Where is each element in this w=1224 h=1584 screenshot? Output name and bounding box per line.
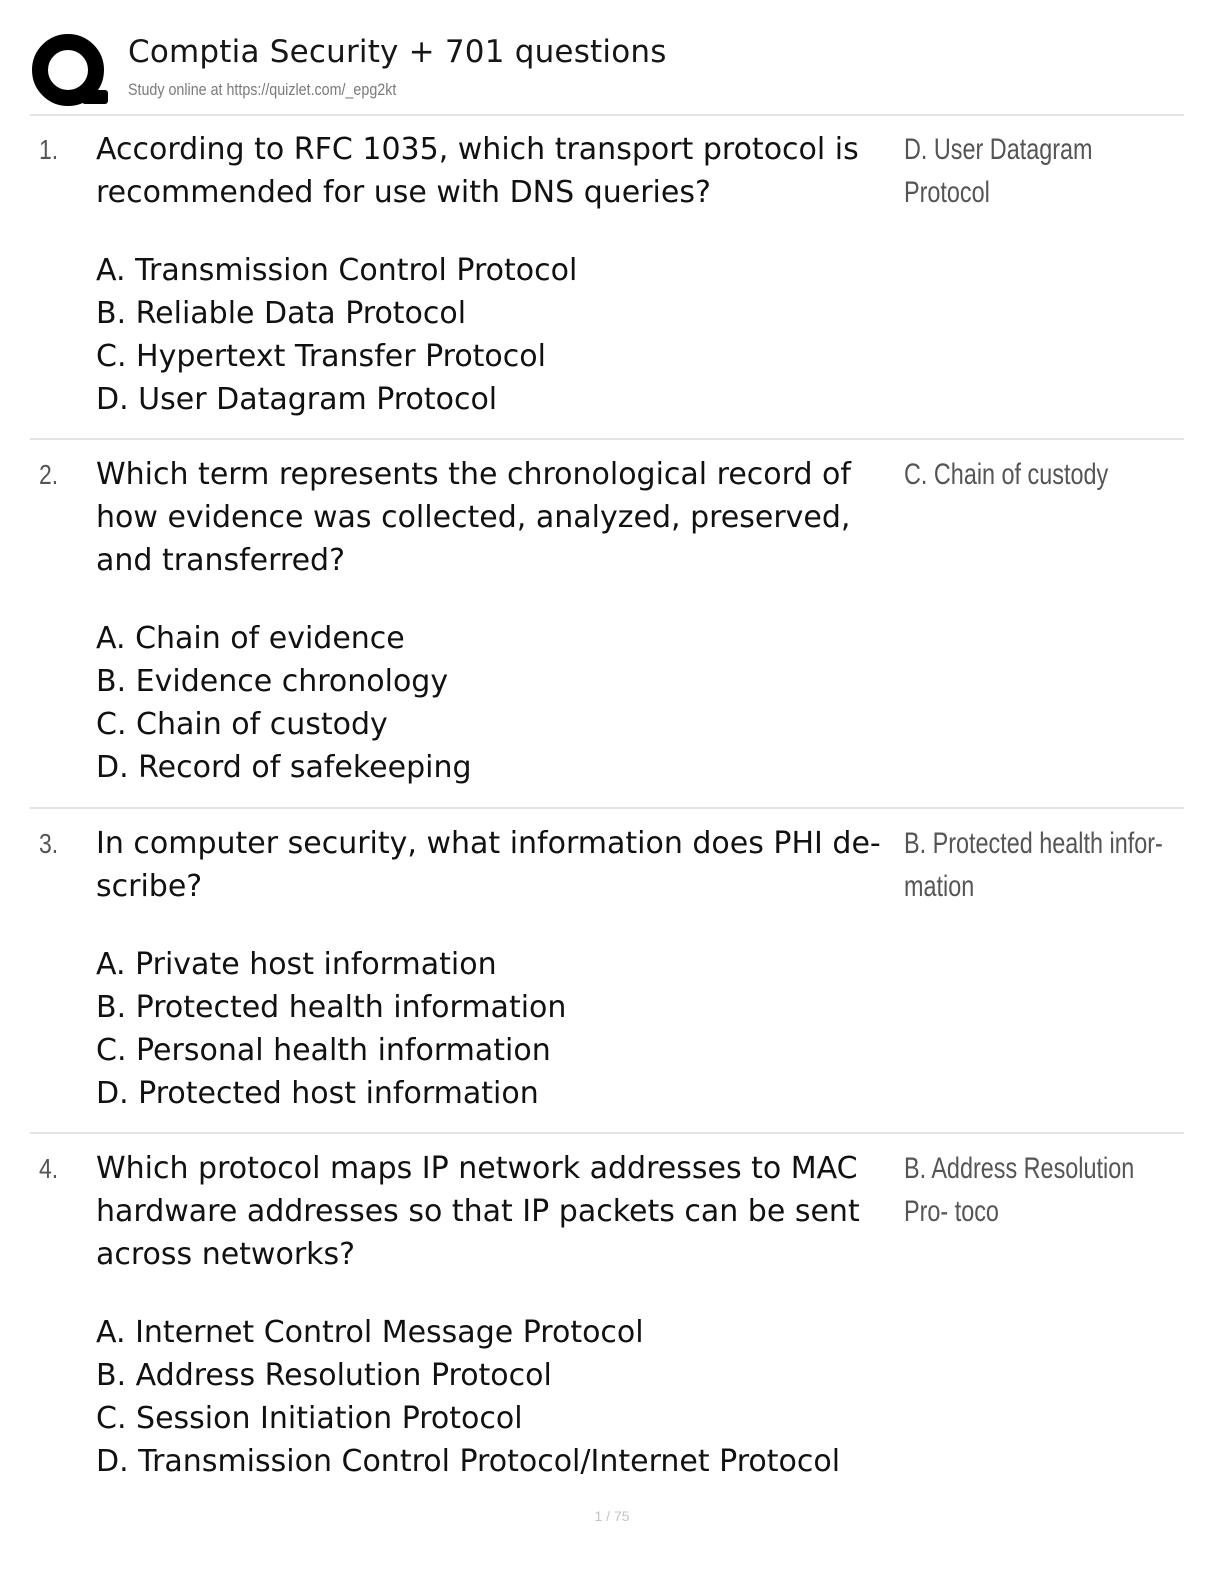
question-prompt: Which term represents the chronological record of how evidence was collected, analyzed, preserved, and transferred? bbox=[96, 457, 851, 578]
option-c: C. Personal health information bbox=[96, 1033, 551, 1068]
option-a: A. Private host information bbox=[96, 947, 497, 982]
document-subtitle: Study online at https://quizlet.com/_epg2kt bbox=[128, 80, 397, 99]
page-header bbox=[30, 30, 1184, 116]
answer-options bbox=[96, 1311, 906, 1483]
question-card bbox=[30, 1147, 1184, 1487]
option-d: D. Transmission Control Protocol/Internet Protocol bbox=[96, 1444, 841, 1479]
question-prompt: According to RFC 1035, which transport protocol is recommended for use with DNS queries? bbox=[96, 132, 859, 210]
answer-options bbox=[96, 943, 906, 1115]
option-b: B. Protected health information bbox=[96, 990, 567, 1025]
quizlet-q-logo-icon bbox=[30, 32, 110, 112]
option-a: A. Internet Control Message Protocol bbox=[96, 1315, 644, 1350]
page-number: 1 / 75 bbox=[594, 1508, 630, 1524]
option-b: B. Evidence chronology bbox=[96, 664, 449, 699]
question-card bbox=[30, 822, 1184, 1134]
question-number: 3. bbox=[39, 828, 59, 859]
correct-answer: B. Protected health infor- mation bbox=[904, 827, 1163, 903]
option-a: A. Transmission Control Protocol bbox=[96, 253, 578, 288]
option-c: C. Hypertext Transfer Protocol bbox=[96, 339, 546, 374]
answer-options bbox=[96, 249, 906, 421]
option-b: B. Address Resolution Protocol bbox=[96, 1358, 552, 1393]
option-d: D. Protected host information bbox=[96, 1076, 539, 1111]
option-b: B. Reliable Data Protocol bbox=[96, 296, 467, 331]
question-body bbox=[96, 822, 906, 1115]
question-prompt: Which protocol maps IP network addresses to MAC hardware addresses so that IP packets can be sent across networks? bbox=[96, 1151, 860, 1272]
option-d: D. Record of safekeeping bbox=[96, 750, 472, 785]
question-body bbox=[96, 128, 906, 421]
question-card bbox=[30, 453, 1184, 809]
question-body bbox=[96, 453, 906, 789]
option-a: A. Chain of evidence bbox=[96, 621, 405, 656]
question-number: 2. bbox=[39, 459, 59, 490]
correct-answer: D. User Datagram Protocol bbox=[904, 133, 1093, 209]
question-number: 4. bbox=[39, 1153, 59, 1184]
answer-options bbox=[96, 617, 906, 789]
option-d: D. User Datagram Protocol bbox=[96, 382, 498, 417]
correct-answer: C. Chain of custody bbox=[904, 458, 1109, 491]
option-c: C. Chain of custody bbox=[96, 707, 388, 742]
correct-answer: B. Address Resolution Pro- toco bbox=[904, 1152, 1135, 1228]
question-number: 1. bbox=[39, 134, 59, 165]
question-body bbox=[96, 1147, 906, 1483]
option-c: C. Session Initiation Protocol bbox=[96, 1401, 523, 1436]
document-title: Comptia Security + 701 questions bbox=[128, 34, 667, 70]
question-prompt: In computer security, what information does PHI de- scribe? bbox=[96, 826, 881, 904]
question-card bbox=[30, 128, 1184, 440]
